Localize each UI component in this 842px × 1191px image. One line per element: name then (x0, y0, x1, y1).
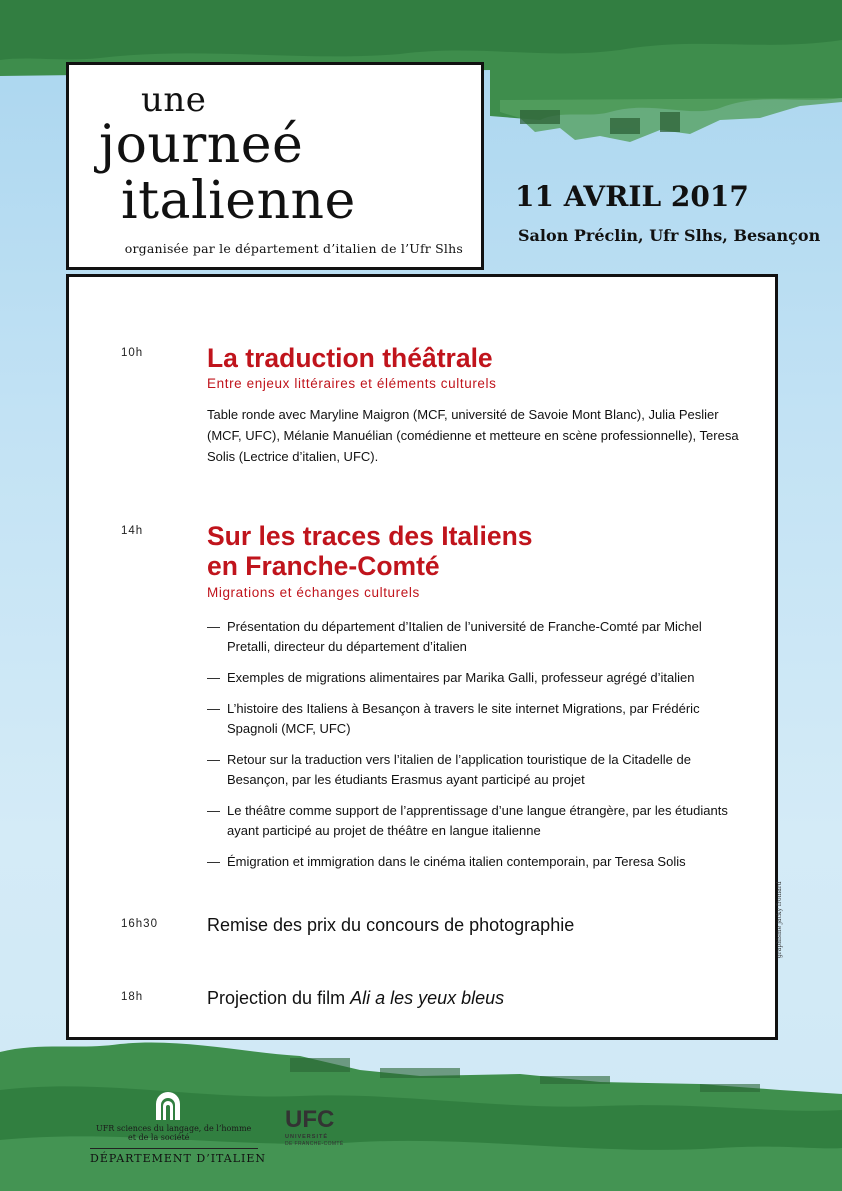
list-item: — L’histoire des Italiens à Besançon à travers le site internet Migrations, par Frédéric Spagnoli (MCF, UFC) (207, 699, 747, 739)
session-title-traduction: La traduction théâtrale (207, 343, 493, 373)
session-title-traces-line1: Sur les traces des Italiens (207, 521, 533, 551)
ufc-subtitle2: DE FRANCHE-COMTÉ (285, 1141, 344, 1147)
session-title-prix: Remise des prix du concours de photographie (207, 915, 575, 935)
session-time-18h: 18h (121, 991, 144, 1003)
session-title-traces-line2: en Franche-Comté (207, 551, 440, 581)
ufc-logo (285, 1108, 355, 1158)
session-time-16h30: 16h30 (121, 918, 158, 930)
session-subtitle-traduction: Entre enjeux littéraires et éléments culturels (207, 376, 497, 391)
title-box (66, 62, 484, 270)
program-box (66, 274, 778, 1040)
ufr-divider (90, 1148, 258, 1149)
projection-prefix: Projection du film (207, 988, 351, 1008)
ufc-wordmark: UFC (285, 1106, 335, 1133)
list-item: — Émigration et immigration dans le cinéma italien contemporain, par Teresa Solis (207, 852, 747, 872)
event-date: 11 AVRIL 2017 (515, 180, 749, 213)
organizer-text: organisée par le département d’italien de l’Ufr Slhs (124, 241, 463, 256)
title-italienne: italienne (121, 171, 356, 231)
event-venue: Salon Préclin, Ufr Slhs, Besançon (518, 226, 821, 245)
session-time-10h: 10h (121, 347, 144, 359)
list-item: — Retour sur la traduction vers l’italien de l’application touristique de la Citadelle de Besançon, par les étudiants Erasmus ayant participé au projet (207, 750, 747, 790)
session-items-list (207, 617, 747, 883)
list-item: — Le théâtre comme support de l’apprentissage d’une langue étrangère, par les étudiants ayant participé au projet de théâtre en langue italienne (207, 801, 747, 841)
title-une: une (141, 80, 207, 120)
ufr-text-line2: et de la société (128, 1133, 190, 1142)
department-label: DÉPARTEMENT D’ITALIEN (90, 1152, 267, 1165)
ufr-slhs-logo (90, 1090, 267, 1170)
film-title: Ali a les yeux bleus (350, 988, 505, 1008)
ufr-text-line1: UFR sciences du langage, de l’homme (96, 1124, 252, 1133)
arch-icon (154, 1090, 182, 1120)
session-subtitle-traces: Migrations et échanges culturels (207, 585, 420, 600)
session-time-14h: 14h (121, 525, 144, 537)
list-item: — Présentation du département d’Italien de l’université de Franche-Comté par Michel Pretalli, directeur du département d’italien (207, 617, 747, 657)
session-text-traduction: Table ronde avec Maryline Maigron (MCF, université de Savoie Mont Blanc), Julia Peslier (MCF, UFC), Mélanie Manuélian (comédienne et metteure en scène professionnelle), Teresa Solis (Lectrice d’italien, UFC). (207, 407, 739, 464)
title-journee: journeé (99, 115, 304, 175)
ufc-subtitle1: UNIVERSITÉ (285, 1134, 329, 1140)
design-credit: graphisme jacky fromard (776, 881, 783, 958)
list-item: — Exemples de migrations alimentaires par Marika Galli, professeur agrégé d’italien (207, 668, 747, 688)
session-title-projection (207, 988, 504, 1009)
